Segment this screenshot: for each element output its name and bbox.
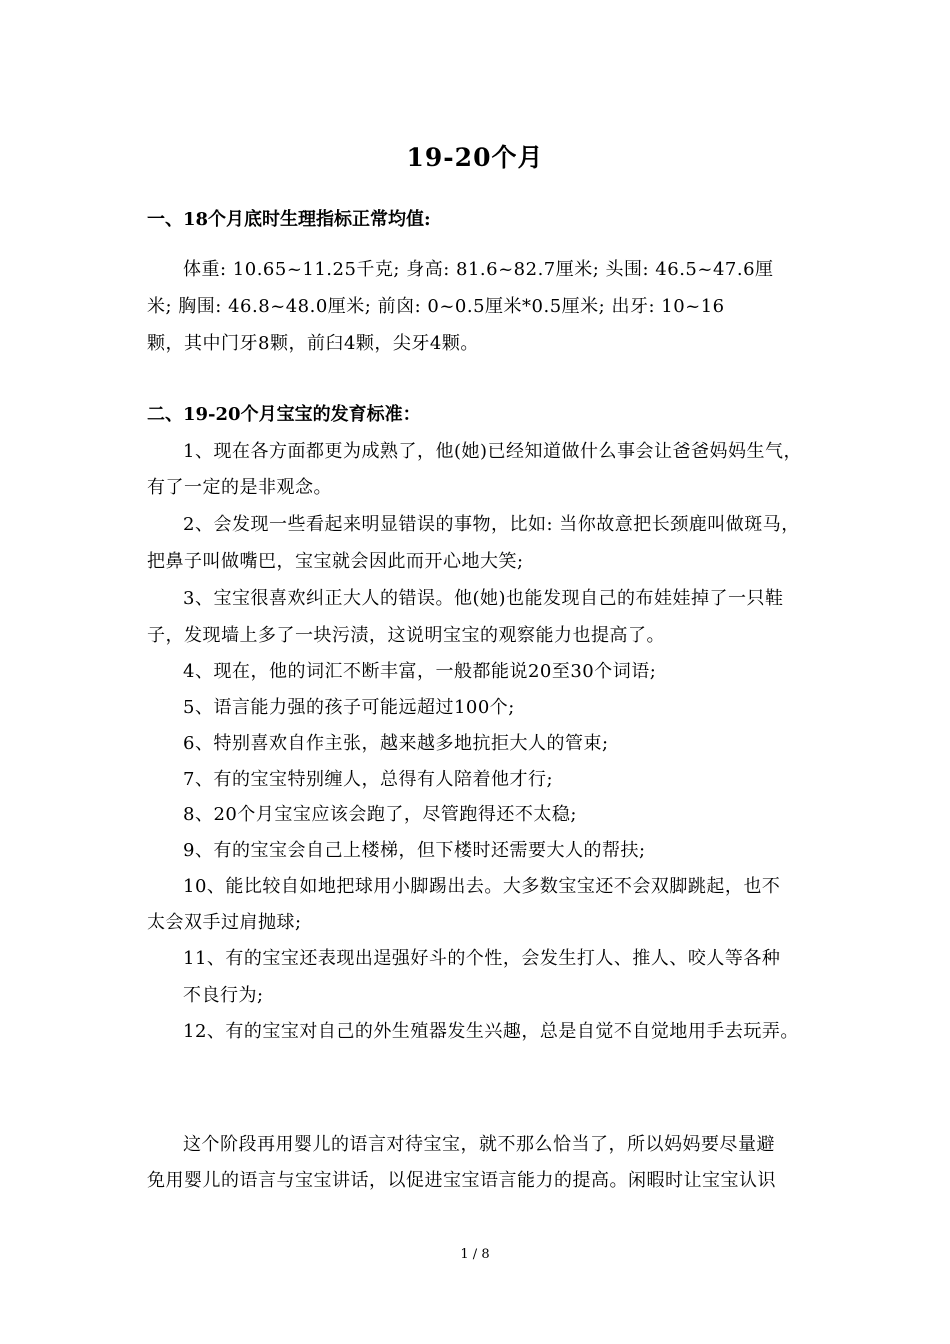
section1-line: 颗，其中门牙8颗，前臼4颗，尖牙4颗。	[147, 333, 479, 354]
section2-line: 12、有的宝宝对自己的外生殖器发生兴趣，总是自觉不自觉地用手去玩弄。	[183, 1021, 799, 1042]
closing-line: 这个阶段再用婴儿的语言对待宝宝，就不那么恰当了，所以妈妈要尽量避	[183, 1134, 775, 1155]
section1-heading: 一、18个月底时生理指标正常均值:	[147, 209, 431, 230]
section2-line: 子，发现墙上多了一块污渍，这说明宝宝的观察能力也提高了。	[147, 625, 665, 646]
section2-line: 有了一定的是非观念。	[147, 477, 332, 498]
page-number: 1 / 8	[460, 1247, 490, 1262]
section2-line: 11、有的宝宝还表现出逞强好斗的个性，会发生打人、推人、咬人等各种	[183, 948, 781, 969]
section2-line: 10、能比较自如地把球用小脚踢出去。大多数宝宝还不会双脚跳起，也不	[183, 876, 781, 897]
section2-line: 4、现在，他的词汇不断丰富，一般都能说20至30个词语;	[183, 661, 657, 682]
closing-line: 免用婴儿的语言与宝宝讲话，以促进宝宝语言能力的提高。闲暇时让宝宝认识	[147, 1170, 776, 1191]
page-title: 19-20个月	[406, 143, 544, 172]
section2-line: 8、20个月宝宝应该会跑了，尽管跑得还不太稳;	[183, 804, 577, 825]
section2-line: 6、特别喜欢自作主张，越来越多地抗拒大人的管束;	[183, 733, 609, 754]
section1-line: 米; 胸围: 46.8~48.0厘米; 前囟: 0~0.5厘米*0.5厘米; 出牙: 10~16	[147, 296, 725, 317]
section2-line: 把鼻子叫做嘴巴，宝宝就会因此而开心地大笑;	[147, 551, 524, 572]
section2-line: 5、语言能力强的孩子可能远超过100个;	[183, 697, 515, 718]
section2-line: 2、会发现一些看起来明显错误的事物，比如: 当你故意把长颈鹿叫做斑马，	[183, 514, 800, 535]
section2-line: 1、现在各方面都更为成熟了，他(她)已经知道做什么事会让爸爸妈妈生气，	[183, 441, 802, 462]
section2-line: 7、有的宝宝特别缠人，总得有人陪着他才行;	[183, 769, 554, 790]
section2-line: 太会双手过肩抛球;	[147, 912, 302, 933]
section2-heading: 二、19-20个月宝宝的发育标准：	[147, 404, 421, 425]
section1-line: 体重: 10.65~11.25千克; 身高: 81.6~82.7厘米; 头围: 46.5~47.6厘	[183, 259, 774, 280]
section2-line: 3、宝宝很喜欢纠正大人的错误。他(她)也能发现自己的布娃娃掉了一只鞋	[183, 588, 784, 609]
section2-line: 9、有的宝宝会自己上楼梯，但下楼时还需要大人的帮扶;	[183, 840, 646, 861]
section2-line: 不良行为;	[183, 985, 264, 1006]
